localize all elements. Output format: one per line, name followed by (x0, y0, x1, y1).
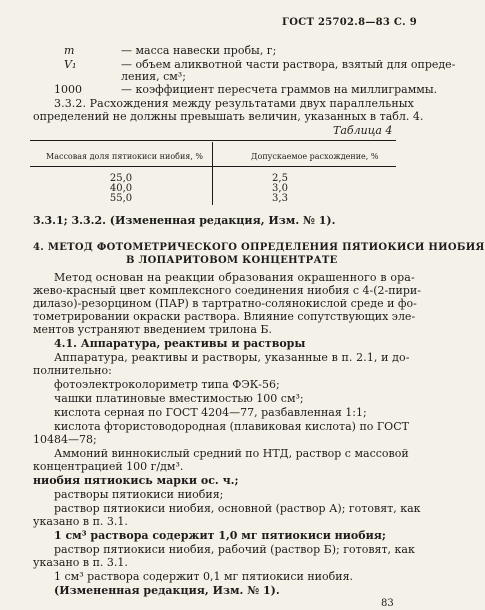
method-line: жево-красный цвет комплексного соединения ниобия с 4-(2-пири- (33, 284, 421, 297)
definition-text: — коэффициент пересчета граммов на миллиграммы. (121, 83, 438, 96)
table-rule-top (30, 140, 396, 141)
method-line: тометрировании окраски раствора. Влияние сопутствующих эле- (33, 310, 416, 323)
definition-symbol: m (64, 44, 75, 57)
apparatus-line: Аппаратура, реактивы и растворы, указанные в п. 2.1, и до- (54, 351, 410, 364)
table-cell: 3,3 (272, 193, 288, 204)
page-number: 83 (381, 598, 394, 609)
table-cell: 2,5 (272, 173, 288, 184)
table-header-mass-fraction: Массовая доля пятиокиси ниобия, % (46, 152, 204, 161)
table-cell: 40,0 (109, 183, 133, 194)
apparatus-line: полнительно: (33, 364, 112, 377)
table-header-allowed-difference: Допускаемое расхождение, % (251, 152, 379, 161)
apparatus-line: кислота фтористоводородная (плавиковая кислота) по ГОСТ (54, 420, 409, 433)
table-cell: 3,0 (272, 183, 288, 194)
apparatus-line: концентрацией 100 г/дм³. (33, 460, 184, 473)
apparatus-line: (Измененная редакция, Изм. № 1). (54, 584, 280, 597)
definition-symbol: V₁ (64, 58, 77, 71)
apparatus-line: растворы пятиокиси ниобия; (54, 488, 224, 501)
paragraph-3-3-2-line: 3.3.2. Расхождения между результатами двух параллельных (54, 97, 414, 110)
definition-v1-continuation: ления, см³; (121, 70, 186, 83)
definition-1000 (54, 83, 437, 96)
apparatus-line: кислота серная по ГОСТ 4204—77, разбавленная 1:1; (54, 406, 367, 419)
apparatus-line: указано в п. 3.1. (33, 556, 128, 569)
definition-text: — объем аликвотной части раствора, взятый для опреде- (121, 58, 456, 71)
table-cell: 55,0 (109, 193, 133, 204)
definition-text: — масса навески пробы, г; (121, 44, 277, 57)
subsection-4-1-heading: 4.1. Аппаратура, реактивы и растворы (54, 337, 306, 350)
definition-symbol: 1000 (54, 83, 82, 96)
apparatus-line: фотоэлектроколориметр типа ФЭК-56; (54, 378, 280, 391)
apparatus-line: 1 см³ раствора содержит 1,0 мг пятиокиси ниобия; (54, 529, 386, 542)
apparatus-line: раствор пятиокиси ниобия, рабочий (раствор Б); готовят, как (54, 543, 415, 556)
apparatus-line: 10484—78; (33, 433, 97, 446)
table-caption: Таблица 4 (333, 124, 393, 137)
apparatus-line: указано в п. 3.1. (33, 515, 128, 528)
section-title-line: В ЛОПАРИТОВОМ КОНЦЕНТРАТЕ (126, 255, 338, 266)
apparatus-line: чашки платиновые вместимостью 100 см³; (54, 392, 304, 405)
running-header: ГОСТ 25702.8—83 С. 9 (282, 17, 418, 28)
apparatus-line: раствор пятиокиси ниобия, основной (раствор А); готовят, как (54, 502, 421, 515)
method-line: ментов устраняют введением трилона Б. (33, 323, 272, 336)
method-line: дилазо)-резорцином (ПАР) в тартратно-солянокислой среде и фо- (33, 297, 417, 310)
apparatus-line: 1 см³ раствора содержит 0,1 мг пятиокиси ниобия. (54, 570, 354, 583)
table-cell: 25,0 (109, 173, 133, 184)
definition-m (64, 44, 276, 57)
section-title-line: 4. МЕТОД ФОТОМЕТРИЧЕСКОГО ОПРЕДЕЛЕНИЯ ПЯТИОКИСИ НИОБИЯ (33, 242, 485, 253)
table-rule-header (30, 166, 396, 167)
method-line: Метод основан на реакции образования окрашенного в ора- (54, 271, 415, 284)
table-column-divider (212, 142, 213, 205)
paragraph-3-3-2-line: определений не должны превышать величин, указанных в табл. 4. (33, 110, 424, 123)
apparatus-line: ниобия пятиокись марки ос. ч.; (33, 474, 239, 487)
apparatus-line: Аммоний виннокислый средний по НТД, раствор с массовой (54, 447, 409, 460)
amendment-note: 3.3.1; 3.3.2. (Измененная редакция, Изм. № 1). (33, 214, 336, 227)
